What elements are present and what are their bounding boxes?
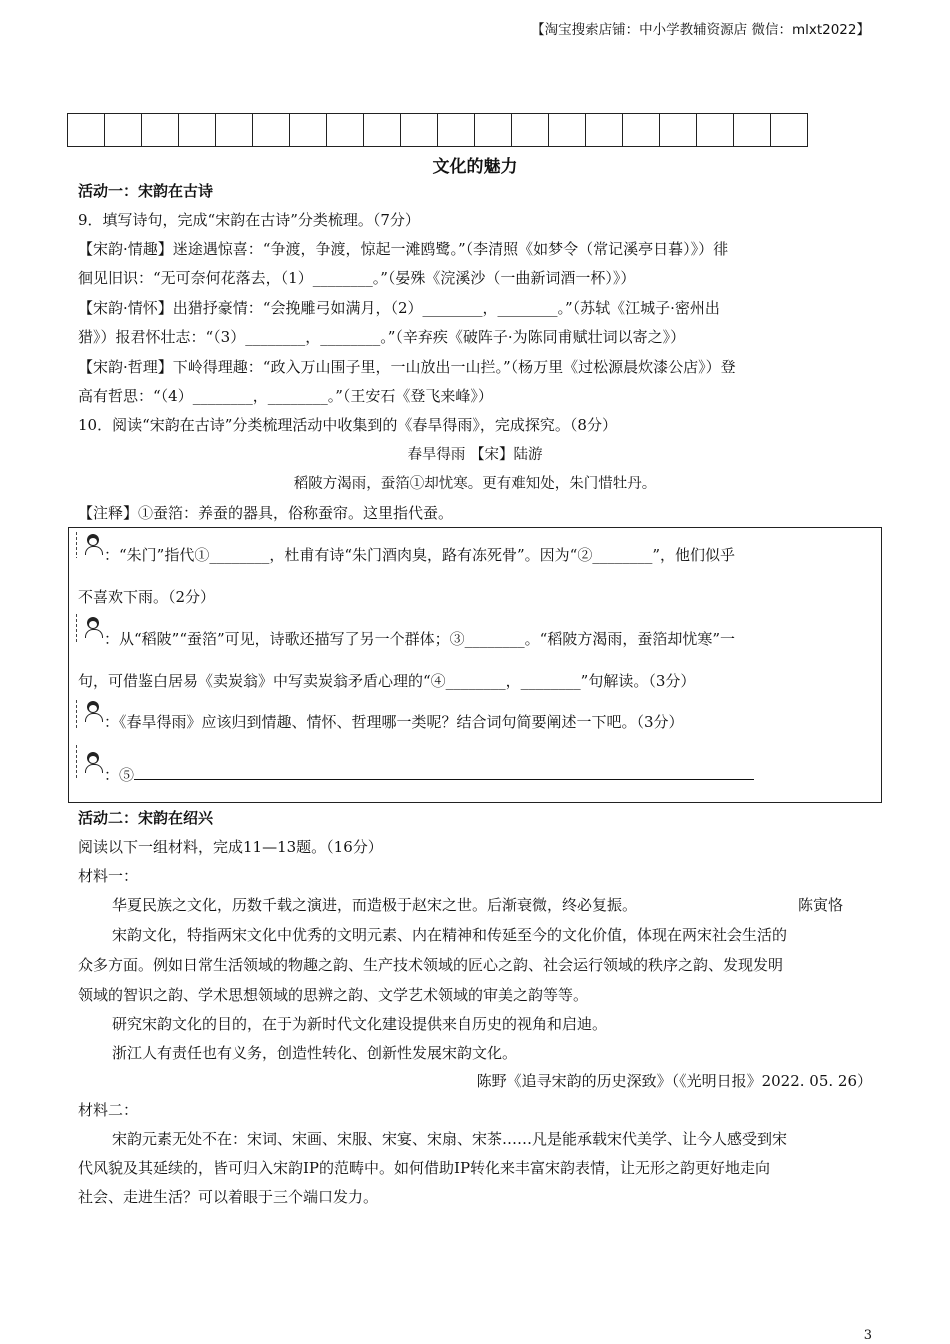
grid-cell[interactable]	[585, 113, 623, 147]
material1-paragraph: 众多方面。例如日常生活领域的物趣之韵、生产技术领域的匠心之韵、社会运行领域的秩序之韵、发现发明	[78, 956, 784, 974]
box-line-4: 句，可借鉴白居易《卖炭翁》中写卖炭翁矛盾心理的“④________，________”句解读。（3分）	[78, 672, 696, 690]
poem-note: 【注释】①蚕箔：养蚕的器具，俗称蚕帘。这里指代蚕。	[78, 504, 454, 522]
q9-line: 猎》）报君怀壮志：“（3）________，________。”（辛弃疾《破阵子·为陈同甫赋壮词以寄之》）	[78, 328, 686, 346]
grid-cell[interactable]	[696, 113, 734, 147]
q9-line: 高有哲思：“（4）________，________。”（王安石《登飞来峰》）	[78, 387, 493, 405]
material1-paragraph: 领域的智识之韵、学术思想领域的思辨之韵、文学艺术领域的审美之韵等等。	[78, 986, 589, 1004]
poem-title: 春旱得雨 【宋】陆游	[407, 447, 543, 463]
material1-label: 材料一：	[78, 867, 139, 885]
grid-cell[interactable]	[178, 113, 216, 147]
grid-cell[interactable]	[326, 113, 364, 147]
activity2-heading: 活动二：宋韵在绍兴	[78, 809, 214, 827]
material2-paragraph: 社会、走进生活？可以着眼于三个端口发力。	[78, 1188, 379, 1206]
student-avatar-icon	[84, 534, 102, 556]
grid-cell[interactable]	[733, 113, 771, 147]
material1-paragraph: 浙江人有责任也有义务，创造性转化、创新性发展宋韵文化。	[112, 1044, 518, 1062]
discussion-box	[68, 527, 882, 803]
student-avatar-icon	[84, 752, 102, 774]
q9-line: 徊见旧识：“无可奈何花落去，（1）________。”（晏殊《浣溪沙（一曲新词酒一杯）》）	[78, 269, 636, 287]
grid-cell[interactable]	[67, 113, 105, 147]
material2-label: 材料二：	[78, 1101, 139, 1119]
question-9: 9．填写诗句，完成“宋韵在古诗”分类梳理。（7分）	[78, 211, 420, 229]
material1-paragraph: 宋韵文化，特指两宋文化中优秀的文明元素、内在精神和传延至今的文化价值，体现在两宋社会生活的	[112, 926, 788, 944]
activity1-heading: 活动一：宋韵在古诗	[78, 182, 214, 200]
grid-cell[interactable]	[215, 113, 253, 147]
dash-bar	[76, 614, 77, 644]
answer-blank[interactable]	[134, 765, 754, 780]
grid-cell[interactable]	[289, 113, 327, 147]
grid-cell[interactable]	[548, 113, 586, 147]
material2-paragraph: 代风貌及其延续的，皆可归入宋韵IP的范畴中。如何借助IP转化来丰富宋韵表情，让无形之韵更好地走向	[78, 1159, 771, 1177]
material2-paragraph: 宋韵元素无处不在：宋词、宋画、宋服、宋宴、宋扇、宋茶……凡是能承载宋代美学、让今人感受到宋	[112, 1130, 788, 1148]
material1-quote: 华夏民族之文化，历数千载之演进，而造极于赵宋之世。后渐衰微，终必复振。	[112, 896, 638, 914]
grid-cell[interactable]	[770, 113, 808, 147]
dash-bar	[76, 532, 77, 558]
page-header: 【淘宝搜索店铺：中小学教辅资源店 微信：mlxt2022】	[531, 22, 870, 38]
answer-grid	[68, 113, 808, 147]
box-line-2: 不喜欢下雨。（2分）	[78, 588, 216, 606]
grid-cell[interactable]	[437, 113, 475, 147]
material1-source: 陈野《追寻宋韵的历史深致》（《光明日报》2022. 05. 26）	[476, 1072, 872, 1090]
q9-line: 【宋韵·情趣】迷途遇惊喜：“争渡，争渡，惊起一滩鸥鹭。”（李清照《如梦令（常记溪亭日暮）》）徘	[78, 240, 729, 258]
material1-paragraph: 研究宋韵文化的目的，在于为新时代文化建设提供来自历史的视角和启迪。	[112, 1015, 608, 1033]
question-10: 10．阅读“宋韵在古诗”分类梳理活动中收集到的《春旱得雨》，完成探究。（8分）	[78, 416, 617, 434]
grid-cell[interactable]	[511, 113, 549, 147]
poem-line: 稻陂方渴雨，蚕箔①却忧寒。更有难知处，朱门惜牡丹。	[293, 476, 657, 492]
quote-author: 陈寅恪	[798, 896, 844, 914]
box-line-6: ：⑤	[104, 764, 754, 785]
box-line-3: ：从“稻陂”“蚕箔”可见，诗歌还描写了另一个群体；③________。“稻陂方渴雨，蚕箔却忧寒”一	[104, 630, 736, 648]
grid-cell[interactable]	[400, 113, 438, 147]
box-line-5: ：《春旱得雨》应该归到情趣、情怀、哲理哪一类呢？结合词句简要阐述一下吧。（3分）	[104, 713, 684, 731]
grid-cell[interactable]	[363, 113, 401, 147]
q9-line: 【宋韵·情怀】出猎抒豪情：“会挽雕弓如满月，（2）________，________。”（苏轼《江城子·密州出	[78, 299, 720, 317]
student-avatar-icon	[84, 701, 102, 723]
dash-bar	[76, 745, 77, 779]
grid-cell[interactable]	[104, 113, 142, 147]
grid-divider	[68, 146, 803, 147]
grid-cell[interactable]	[659, 113, 697, 147]
grid-cell[interactable]	[622, 113, 660, 147]
grid-cell[interactable]	[474, 113, 512, 147]
grid-cell[interactable]	[252, 113, 290, 147]
grid-cell[interactable]	[141, 113, 179, 147]
box-line-1: ：“朱门”指代①________，杜甫有诗“朱门酒肉臭，路有冻死骨”。因为“②________”，他们似乎	[104, 546, 736, 564]
q9-line: 【宋韵·哲理】下岭得理趣：“政入万山围子里，一山放出一山拦。”（杨万里《过松源晨炊漆公店》）登	[78, 358, 736, 376]
student-avatar-icon	[84, 617, 102, 639]
activity2-intro: 阅读以下一组材料，完成11—13题。（16分）	[78, 838, 383, 856]
section-title: 文化的魅力	[432, 157, 518, 177]
dash-bar	[76, 700, 77, 730]
page-number: 3	[863, 1328, 872, 1343]
